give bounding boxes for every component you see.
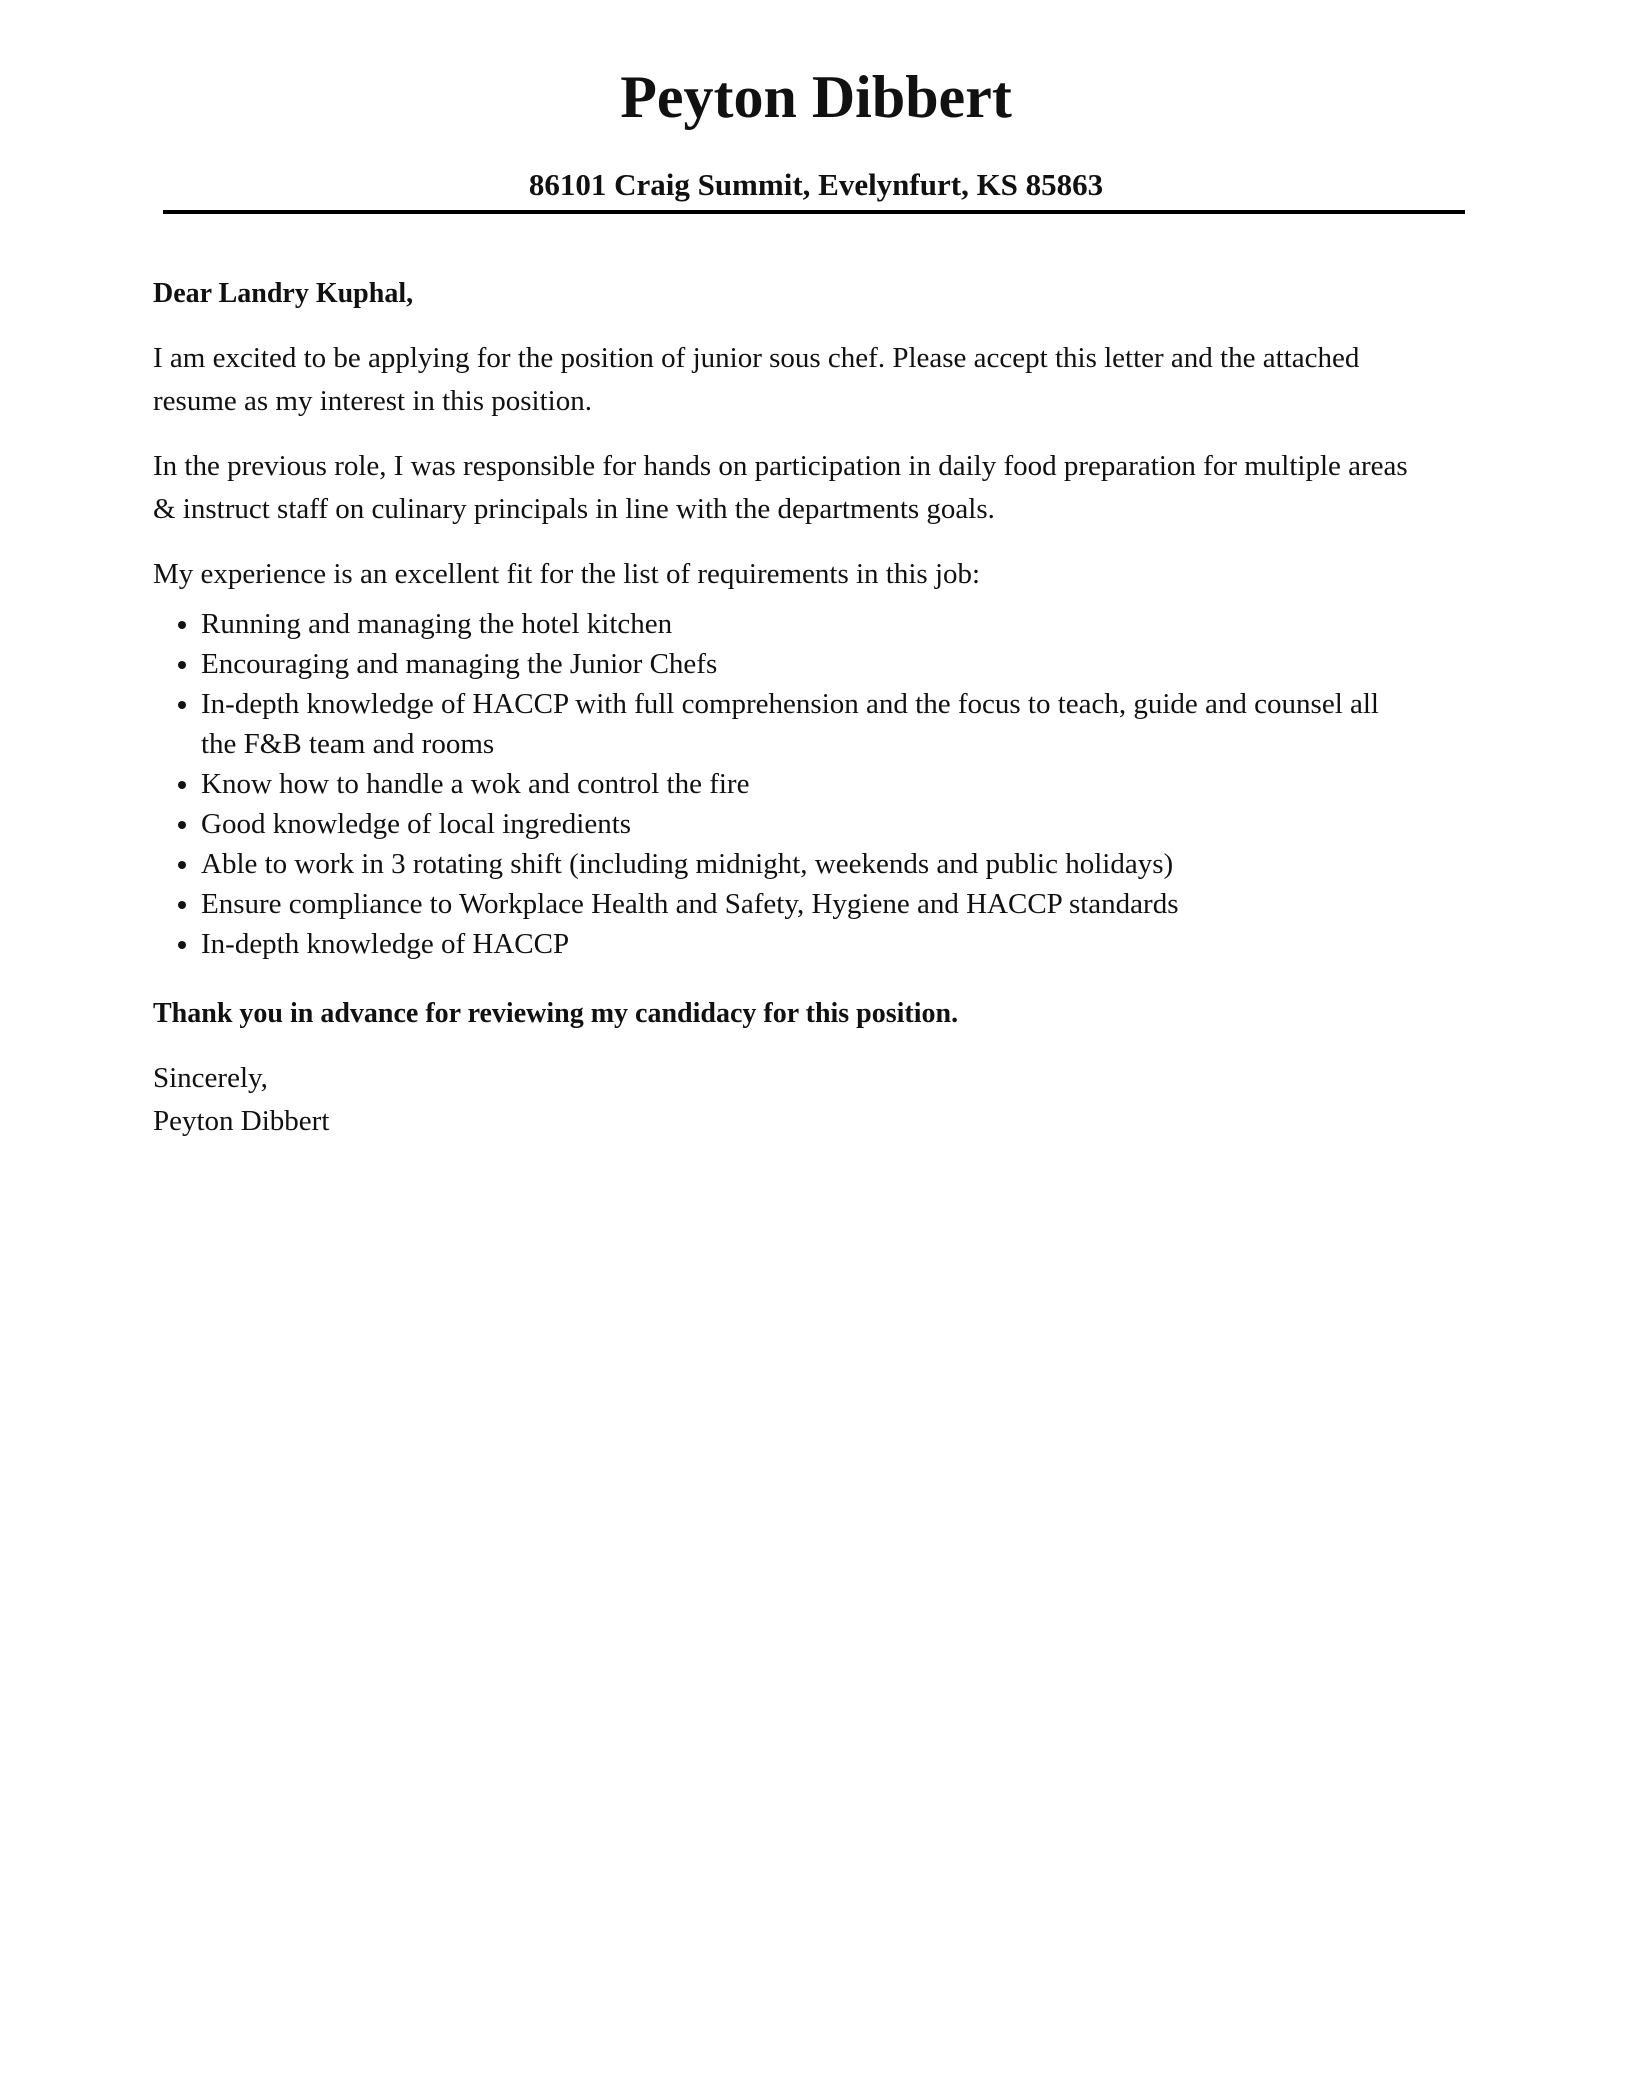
list-item: • Know how to handle a wok and control the fire [201, 764, 1413, 804]
list-item: • In-depth knowledge of HACCP [201, 924, 1413, 964]
list-item: • Good knowledge of local ingredients [201, 804, 1413, 844]
signature: Peyton Dibbert [153, 1105, 330, 1137]
letter-body [153, 272, 1413, 1143]
greeting: Dear Landry Kuphal, [153, 278, 414, 309]
applicant-name: Peyton Dibbert [620, 64, 1012, 130]
paragraph-fit: My experience is an excellent fit for the list of requirements in this job: [153, 558, 981, 590]
paragraph-experience: In the previous role, I was responsible for hands on participation in daily food preparation for multiple areas & instruct staff on culinary principals in line with the departments goals. [153, 450, 1408, 525]
closing-line: Thank you in advance for reviewing my candidacy for this position. [153, 998, 959, 1029]
header-divider [163, 210, 1465, 214]
list-item: • Encouraging and managing the Junior Chefs [201, 644, 1413, 684]
requirements-list [153, 604, 1413, 964]
list-item: • Running and managing the hotel kitchen [201, 604, 1413, 644]
list-item: • Able to work in 3 rotating shift (including midnight, weekends and public holidays) [201, 844, 1413, 884]
list-item: • In-depth knowledge of HACCP with full comprehension and the focus to teach, guide and counsel all the F&B team and rooms [201, 684, 1413, 764]
signoff: Sincerely, [153, 1062, 268, 1094]
applicant-address: 86101 Craig Summit, Evelynfurt, KS 85863 [528, 167, 1104, 202]
list-item: • Ensure compliance to Workplace Health and Safety, Hygiene and HACCP standards [201, 884, 1413, 924]
paragraph-intro: I am excited to be applying for the position of junior sous chef. Please accept this letter and the attached resume as my interest in this position. [153, 342, 1360, 417]
